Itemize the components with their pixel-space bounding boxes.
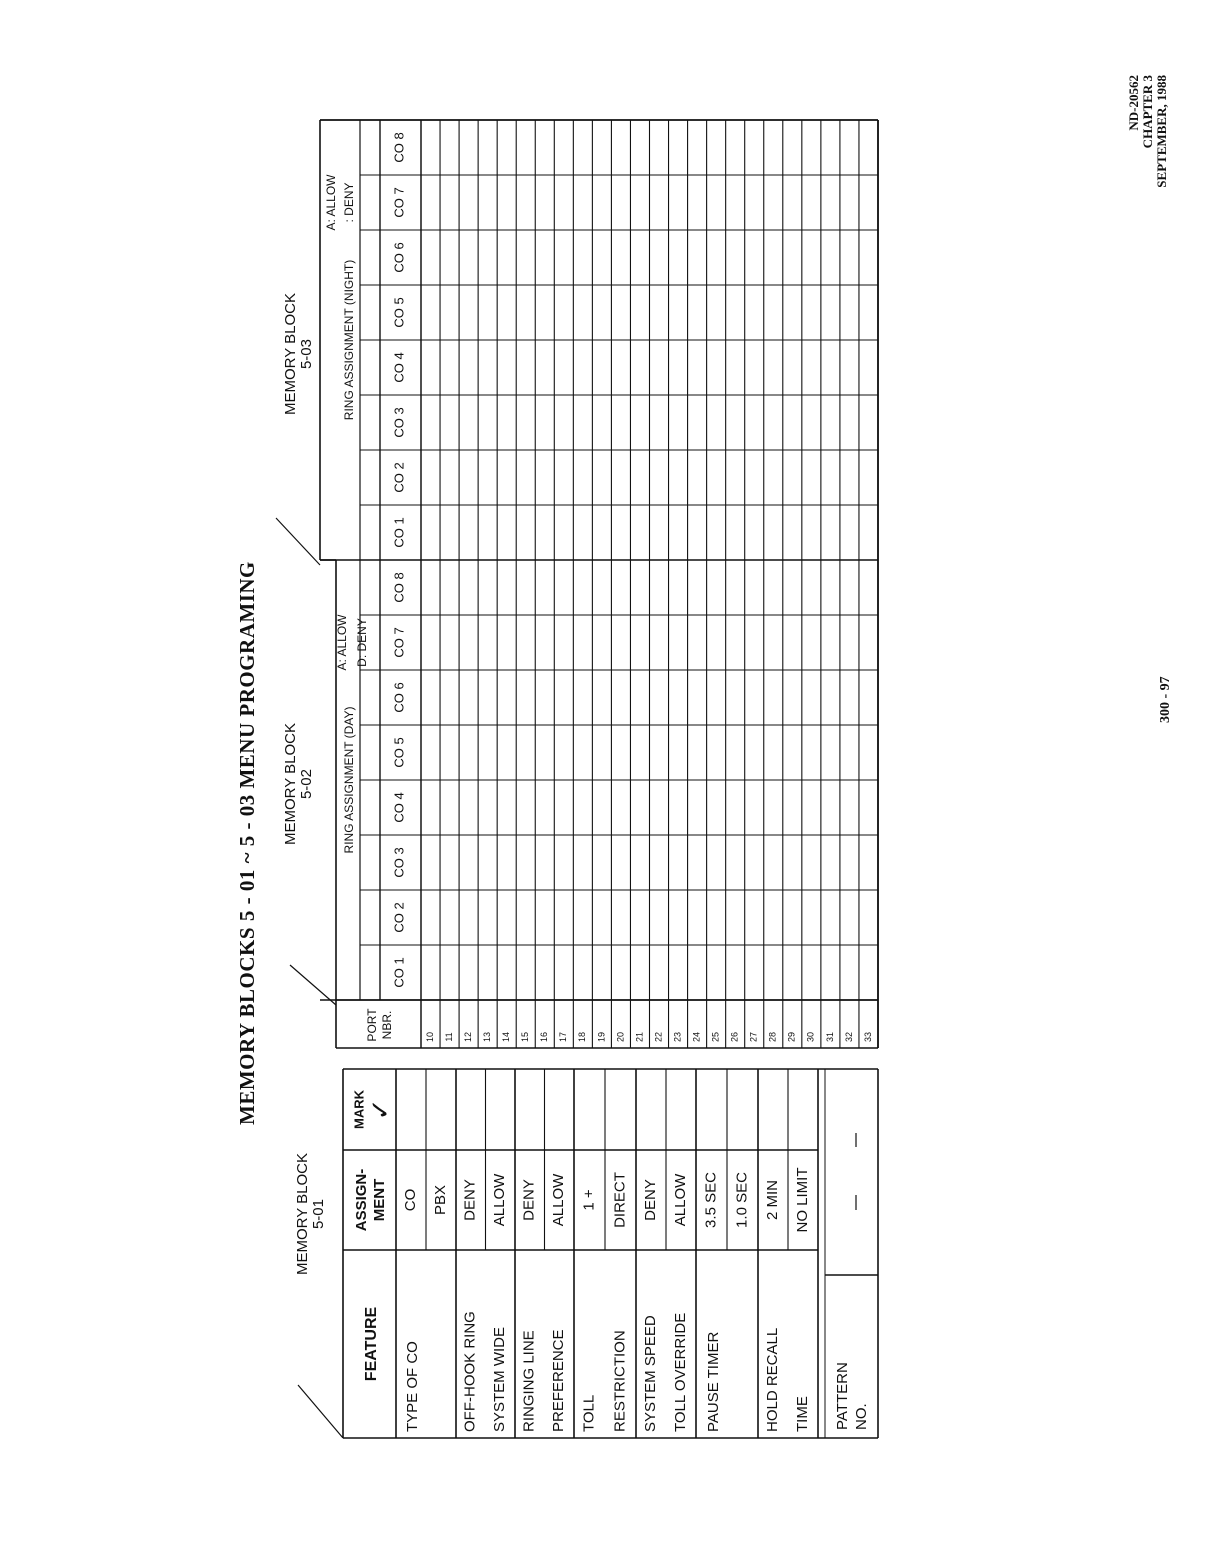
feature-name: PAUSE TIMER <box>704 1331 722 1432</box>
allow-legend: A: ALLOW <box>335 614 350 671</box>
block-503-number: 5-03 <box>298 339 315 370</box>
feature-name: TIME <box>793 1396 811 1432</box>
port-number: 19 <box>596 1031 607 1043</box>
mark-header: MARK <box>351 1090 367 1129</box>
port-number: 28 <box>767 1031 778 1043</box>
header-slash <box>298 1385 343 1438</box>
feature-name: RESTRICTION <box>611 1330 629 1432</box>
assignment-option: NO LIMIT <box>793 1167 811 1233</box>
assignment-option: 2 MIN <box>763 1179 781 1221</box>
port-number: 10 <box>424 1031 435 1043</box>
deny-legend: D: DENY <box>355 618 370 667</box>
pattern-label: NO. <box>852 1403 870 1430</box>
co-column-header: CO 7 <box>391 187 407 218</box>
co-column-header: CO 8 <box>391 572 407 603</box>
port-number: 17 <box>558 1031 569 1043</box>
block-502-title: MEMORY BLOCK <box>282 723 299 845</box>
feature-name: OFF-HOOK RING <box>461 1311 479 1432</box>
co-column-header: CO 5 <box>391 737 407 768</box>
co-column-header: CO 5 <box>391 297 407 328</box>
header-slash <box>276 518 320 565</box>
port-number: 16 <box>539 1031 550 1043</box>
co-column-header: CO 4 <box>391 792 407 823</box>
block-501-title: MEMORY BLOCK <box>294 1153 311 1275</box>
co-column-header: CO 6 <box>391 682 407 713</box>
port-number: 23 <box>672 1031 683 1043</box>
port-assignment-table <box>276 120 878 1048</box>
port-number: 25 <box>710 1031 721 1043</box>
mark-check-icon: ✓ <box>364 1098 395 1121</box>
assignment-option: ALLOW <box>550 1173 568 1227</box>
assignment-option: ALLOW <box>671 1173 689 1227</box>
port-number: 11 <box>443 1032 454 1042</box>
port-number: 22 <box>653 1031 664 1043</box>
page-title: MEMORY BLOCKS 5 - 01 ~ 5 - 03 MENU PROGRAMING <box>235 561 259 1125</box>
assignment-option: ALLOW <box>491 1173 509 1227</box>
assignment-option: DIRECT <box>611 1172 629 1228</box>
assignment-option: PBX <box>431 1184 449 1216</box>
co-column-header: CO 1 <box>391 517 407 548</box>
co-column-header: CO 2 <box>391 462 407 493</box>
deny-legend: : DENY <box>342 182 357 223</box>
co-column-header: CO 1 <box>391 957 407 988</box>
port-number: 33 <box>862 1031 873 1043</box>
port-number: 14 <box>501 1031 512 1043</box>
port-number: 12 <box>462 1031 473 1043</box>
co-column-header: CO 6 <box>391 242 407 273</box>
co-column-header: CO 4 <box>391 352 407 383</box>
allow-legend: A: ALLOW <box>324 174 339 231</box>
page-number: 300 - 97 <box>1158 676 1173 723</box>
assignment-header: MENT <box>370 1178 388 1222</box>
block-501-table <box>298 1069 878 1438</box>
port-number: 32 <box>843 1031 854 1043</box>
header-slash <box>290 965 336 1005</box>
port-number: 27 <box>748 1031 759 1043</box>
port-number: 21 <box>634 1031 645 1043</box>
feature-name: SYSTEM SPEED <box>641 1315 659 1432</box>
port-number: 13 <box>482 1031 493 1043</box>
feature-name: TYPE OF CO <box>403 1341 421 1432</box>
ring-assignment-day-label: RING ASSIGNMENT (DAY) <box>342 706 357 854</box>
port-header: PORT <box>365 1008 380 1042</box>
assignment-option: DENY <box>461 1179 479 1221</box>
co-column-header: CO 3 <box>391 407 407 438</box>
feature-name: TOLL <box>580 1394 598 1432</box>
feature-name: SYSTEM WIDE <box>491 1326 509 1432</box>
assignment-option: DENY <box>520 1179 538 1221</box>
assignment-header: ASSIGN- <box>352 1168 370 1232</box>
feature-name: RINGING LINE <box>520 1330 538 1432</box>
feature-name: HOLD RECALL <box>763 1327 781 1432</box>
pattern-label: PATTERN <box>833 1362 851 1430</box>
block-502-number: 5-02 <box>298 769 315 800</box>
feature-name: PREFERENCE <box>550 1329 568 1432</box>
port-number: 18 <box>577 1031 588 1043</box>
port-number: 20 <box>615 1031 626 1043</box>
port-number: 15 <box>520 1031 531 1043</box>
feature-header: FEATURE <box>363 1306 381 1382</box>
feature-name: TOLL OVERRIDE <box>671 1312 689 1432</box>
port-number: 24 <box>691 1031 702 1043</box>
block-503-title: MEMORY BLOCK <box>282 293 299 415</box>
ring-assignment-night-label: RING ASSIGNMENT (NIGHT) <box>342 259 357 421</box>
doc-date: SEPTEMBER, 1988 <box>1154 75 1169 188</box>
assignment-option: 1.0 SEC <box>733 1172 751 1228</box>
co-column-header: CO 8 <box>391 132 407 163</box>
assignment-option: 1 + <box>580 1189 598 1211</box>
port-number: 30 <box>805 1031 816 1043</box>
assignment-option: 3.5 SEC <box>702 1172 720 1228</box>
co-column-header: CO 7 <box>391 627 407 658</box>
co-column-header: CO 2 <box>391 902 407 933</box>
co-column-header: CO 3 <box>391 847 407 878</box>
port-number: 26 <box>729 1031 740 1043</box>
assignment-option: CO <box>401 1188 419 1212</box>
assignment-option: DENY <box>641 1179 659 1221</box>
port-number: 29 <box>786 1031 797 1043</box>
port-number: 31 <box>824 1031 835 1043</box>
chapter: CHAPTER 3 <box>1140 75 1155 149</box>
port-header: NBR. <box>380 1010 395 1040</box>
doc-number: ND-20562 <box>1126 75 1141 131</box>
block-501-number: 5-01 <box>310 1199 327 1230</box>
